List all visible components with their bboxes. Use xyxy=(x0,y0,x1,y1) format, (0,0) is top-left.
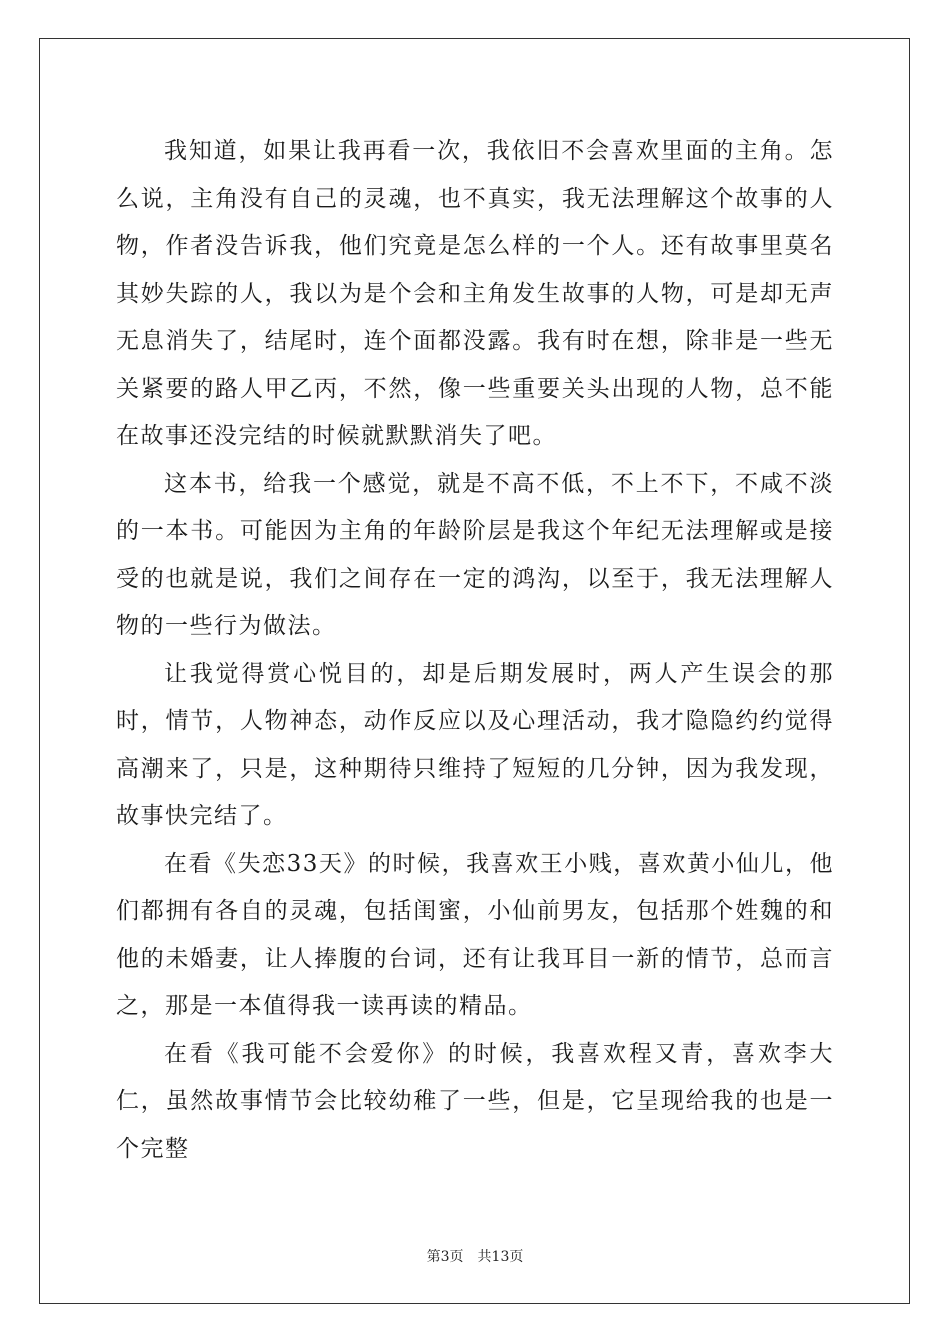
page-number: 第3页 xyxy=(426,1249,464,1265)
paragraph: 这本书，给我一个感觉，就是不高不低，不上不下，不咸不淡的一本书。可能因为主角的年龄阶层是我这个年纪无法理解或是接受的也就是说，我们之间存在一定的鸿沟，以至于，我无法理解人物的一些行为做法。 xyxy=(116,470,834,639)
paragraph: 让我觉得赏心悦目的，却是后期发展时，两人产生误会的那时，情节，人物神态，动作反应以及心理活动，我才隐隐约约觉得高潮来了，只是，这种期待只维持了短短的几分钟，因为我发现，故事快完结了。 xyxy=(116,660,834,829)
paragraph: 在看《失恋33天》的时候，我喜欢王小贱，喜欢黄小仙儿，他们都拥有各自的灵魂，包括闺蜜，小仙前男友，包括那个姓魏的和他的未婚妻，让人捧腹的台词，还有让我耳目一新的情节，总而言之，那是一本值得我一读再读的精品。 xyxy=(116,850,834,1019)
paragraph: 在看《我可能不会爱你》的时候，我喜欢程又青，喜欢李大仁，虽然故事情节会比较幼稚了一些，但是，它呈现给我的也是一个完整 xyxy=(116,1040,834,1162)
page-footer xyxy=(0,1246,950,1266)
document-body xyxy=(116,128,834,1173)
page-total: 共13页 xyxy=(477,1249,524,1265)
paragraph: 我知道，如果让我再看一次，我依旧不会喜欢里面的主角。怎么说，主角没有自己的灵魂，也不真实，我无法理解这个故事的人物，作者没告诉我，他们究竟是怎么样的一个人。还有故事里莫名其妙失踪的人，我以为是个会和主角发生故事的人物，可是却无声无息消失了，结尾时，连个面都没露。我有时在想，除非是一些无关紧要的路人甲乙丙，不然，像一些重要关头出现的人物，总不能在故事还没完结的时候就默默消失了吧。 xyxy=(116,138,834,449)
